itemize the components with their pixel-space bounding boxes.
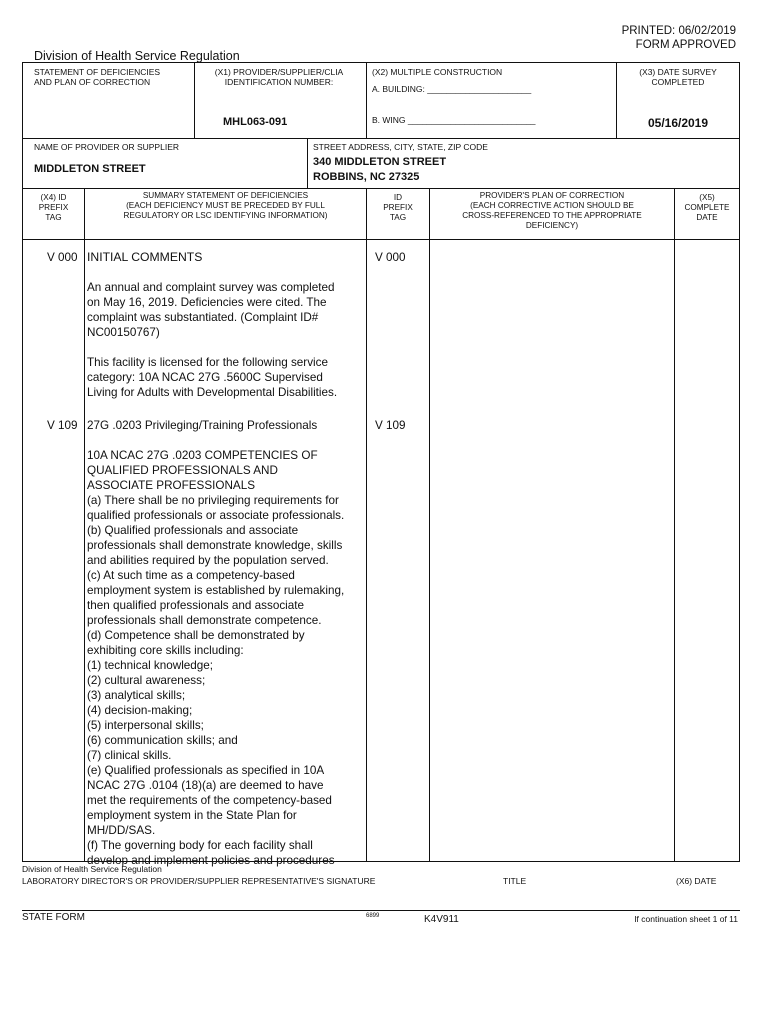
x4-header: (X4) ID PREFIX TAG [38,193,69,222]
provider-name: MIDDLETON STREET [34,163,146,175]
provider-name-label: NAME OF PROVIDER OR SUPPLIER [34,142,179,152]
id-prefix-tag: V 000 [375,251,406,264]
x2-label: (X2) MULTIPLE CONSTRUCTION [372,67,503,77]
statement-label: STATEMENT OF DEFICIENCIES AND PLAN OF CORRECTION [34,67,161,87]
footer-rule [22,910,740,911]
street-line1: 340 MIDDLETON STREET [313,156,447,168]
divider [366,189,367,861]
deficiency-form [22,62,740,867]
event-id: K4V911 [424,914,459,925]
prefix-tag: V 109 [47,419,78,432]
footer-division: Division of Health Service Regulation [22,864,162,874]
x1-value: MHL063-091 [223,116,288,128]
printed-header [622,24,736,52]
divider [307,139,308,189]
entry-title: INITIAL COMMENTS [87,250,203,264]
divider [23,138,739,139]
x1-label: (X1) PROVIDER/SUPPLIER/CLIA IDENTIFICATION NUMBER: [214,67,344,87]
signature-label: LABORATORY DIRECTOR'S OR PROVIDER/SUPPLIER REPRESENTATIVE'S SIGNATURE [22,876,376,886]
street-label: STREET ADDRESS, CITY, STATE, ZIP CODE [313,142,488,152]
form-number: 6899 [366,913,380,919]
divider [366,63,367,139]
state-form-label: STATE FORM [22,912,85,923]
divider [84,189,85,861]
id-tag-header: ID PREFIX TAG [383,193,413,222]
printed-date: PRINTED: 06/02/2019 [621,25,736,37]
divider [23,188,739,189]
wing-label: B. WING ___________________________ [372,115,536,125]
summary-header: SUMMARY STATEMENT OF DEFICIENCIES (EACH DEFICIENCY MUST BE PRECEDED BY FULL REGULATORY OR LSC IDENTIFYING INFORMATION) [123,191,328,220]
entry-title: 27G .0203 Privileging/Training Professionals [87,419,318,432]
x3-value: 05/16/2019 [647,116,709,130]
divider [674,189,675,861]
x5-header: (X5) COMPLETE DATE [684,193,730,222]
divider [23,239,739,240]
divider [194,63,195,139]
x3-label: (X3) DATE SURVEY COMPLETED [639,67,717,87]
title-label: TITLE [503,876,527,886]
x6-date-label: (X6) DATE [676,876,717,886]
street-line2: ROBBINS, NC 27325 [313,171,420,183]
id-prefix-tag: V 109 [375,419,406,432]
form-approved: FORM APPROVED [635,39,736,51]
entry-body: An annual and complaint survey was completed on May 16, 2019. Deficiencies were cited. The complaint was substantiated. (Complaint ID# NC00150767) This facility is licensed for the following service category: 10A NCAC 27G .5600C Supervised Living for Adults with Developmental Disabilities. [87,281,338,399]
building-label: A. BUILDING: ______________________ [372,84,532,94]
division-title: Division of Health Service Regulation [34,49,240,63]
entry-body: 10A NCAC 27G .0203 COMPETENCIES OF QUALIFIED PROFESSIONALS AND ASSOCIATE PROFESSIONALS (a) There shall be no privileging requirements for qualified professionals or associate professionals. (b) Qualified professionals and associate professionals shall demonstrate knowledge, skills and abilities required by the population served. (c) At such time as a competency-based employment system is established by rulemaking, then qualified professionals and associate professionals shall demonstrate competence. (d) Competence shall be demonstrated by exhibiting core skills including: (1) technical knowledge; (2) cultural awareness; (3) analytical skills; (4) decision-making; (5) interpersonal skills; (6) communication skills; and (7) clinical skills. (e) Qualified professionals as specified in 10A NCAC 27G .0104 (18)(a) are deemed to have met the requirements of the competency-based employment system in the State Plan for MH/DD/SAS. (f) The governing body for each facility shall develop and implement policies and procedures [87,449,345,867]
continuation-label: If continuation sheet 1 of 11 [634,914,738,924]
prefix-tag: V 000 [47,251,78,264]
divider [616,63,617,139]
divider [429,189,430,861]
plan-header: PROVIDER'S PLAN OF CORRECTION (EACH CORRECTIVE ACTION SHOULD BE CROSS-REFERENCED TO THE APPROPRIATE DEFICIENCY) [462,191,642,230]
